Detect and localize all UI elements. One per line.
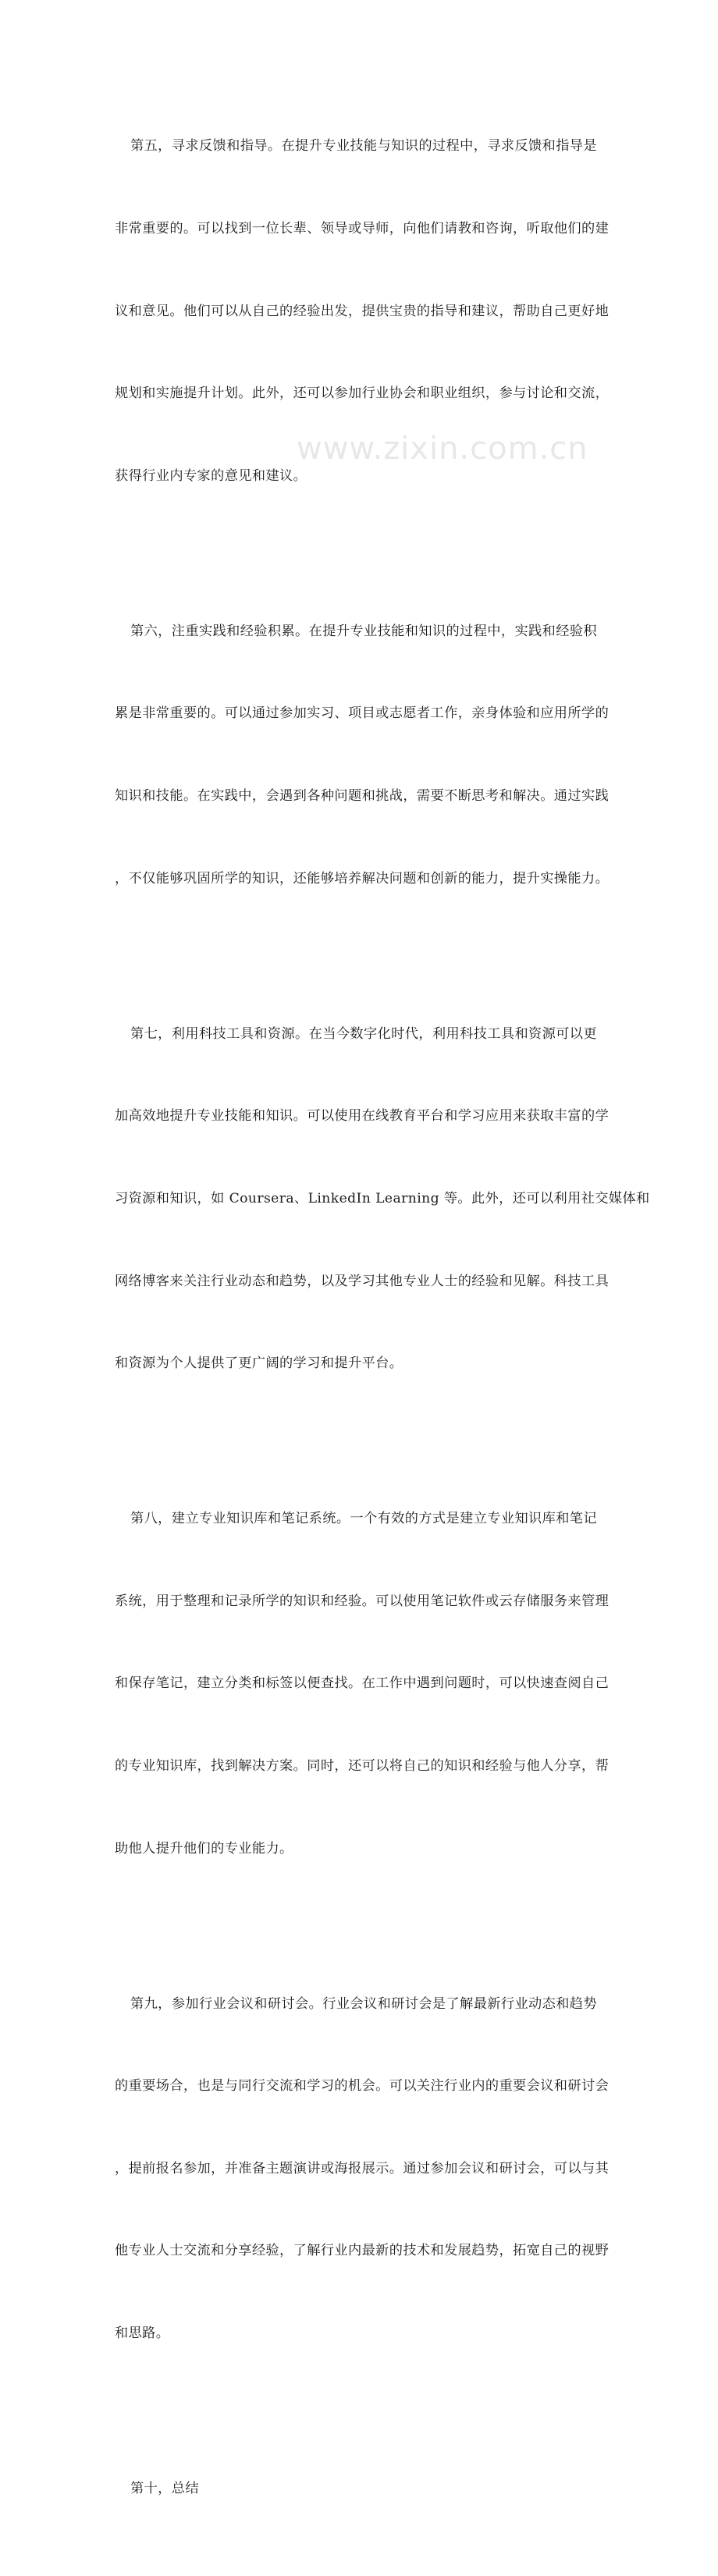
paragraph-8: [115, 1451, 610, 1917]
text-line: 规划和实施提升计划。此外，还可以参加行业协会和职业组织，参与讨论和交流，: [115, 386, 610, 402]
text-line: 系统，用于整理和记录所学的知识和经验。可以使用笔记软件或云存储服务来管理: [115, 1593, 610, 1609]
text-line: 第十，总结: [130, 2481, 199, 2497]
paragraph-7: [115, 965, 650, 1432]
text-line: ，提前报名参加，并准备主题演讲或海报展示。通过参加会议和研讨会，可以与其: [115, 2160, 610, 2176]
text-line: 和保存笔记，建立分类和标签以便查找。在工作中遇到问题时，可以快速查阅自己: [115, 1675, 610, 1692]
watermark: www.zixin.com.cn: [297, 431, 588, 467]
text-line: 网络博客来关注行业动态和趋势，以及学习其他专业人士的经验和见解。科技工具: [115, 1273, 610, 1289]
text-line: 第六，注重实践和经验积累。在提升专业技能和知识的过程中，实践和经验积: [130, 623, 597, 639]
text-line: 的专业知识库，找到解决方案。同时，还可以将自己的知识和经验与他人分享，帮: [115, 1757, 610, 1774]
text-line: 第八，建立专业知识库和笔记系统。一个有效的方式是建立专业知识库和笔记: [130, 1511, 597, 1527]
text-line: 助他人提升他们的专业能力。: [115, 1840, 293, 1856]
text-line: 获得行业内专家的意见和建议。: [115, 467, 307, 484]
text-line: 第五，寻求反馈和指导。在提升专业技能与知识的过程中，寻求反馈和指导是: [130, 138, 597, 155]
text-line: ，不仅能够巩固所学的知识，还能够培养解决问题和创新的能力，提升实操能力。: [115, 870, 610, 886]
text-line: 习资源和知识，如 Coursera、LinkedIn Learning 等。此外，还可以利用社交媒体和: [115, 1190, 650, 1206]
text-line: 累是非常重要的。可以通过参加实习、项目或志愿者工作，亲身体验和应用所学的: [115, 705, 610, 722]
paragraph-5: [115, 78, 610, 545]
paragraph-9: [115, 1935, 610, 2402]
paragraph-6: [115, 563, 610, 947]
text-line: 非常重要的。可以找到一位长辈、领导或导师，向他们请教和咨询，听取他们的建: [115, 221, 610, 237]
text-line: 议和意见。他们可以从自己的经验出发，提供宝贵的指导和建议，帮助自己更好地: [115, 303, 610, 319]
text-line: 和思路。: [115, 2326, 170, 2342]
text-line: 和资源为个人提供了更广阔的学习和提升平台。: [115, 1356, 403, 1372]
paragraph-10: [115, 2421, 606, 2558]
text-line: 他专业人士交流和分享经验，了解行业内最新的技术和发展趋势，拓宽自己的视野: [115, 2243, 610, 2259]
text-line: 第七，利用科技工具和资源。在当今数字化时代，利用科技工具和资源可以更: [130, 1025, 597, 1042]
text-line: 加高效地提升专业技能和知识。可以使用在线教育平台和学习应用来获取丰富的学: [115, 1108, 610, 1125]
document-body: [115, 78, 650, 2576]
text-line: 知识和技能。在实践中，会遇到各种问题和挑战，需要不断思考和解决。通过实践: [115, 788, 610, 805]
text-line: 的重要场合，也是与同行交流和学习的机会。可以关注行业内的重要会议和研讨会: [115, 2078, 610, 2095]
text-line: 第九，参加行业会议和研讨会。行业会议和研讨会是了解最新行业动态和趋势: [130, 1995, 597, 2012]
